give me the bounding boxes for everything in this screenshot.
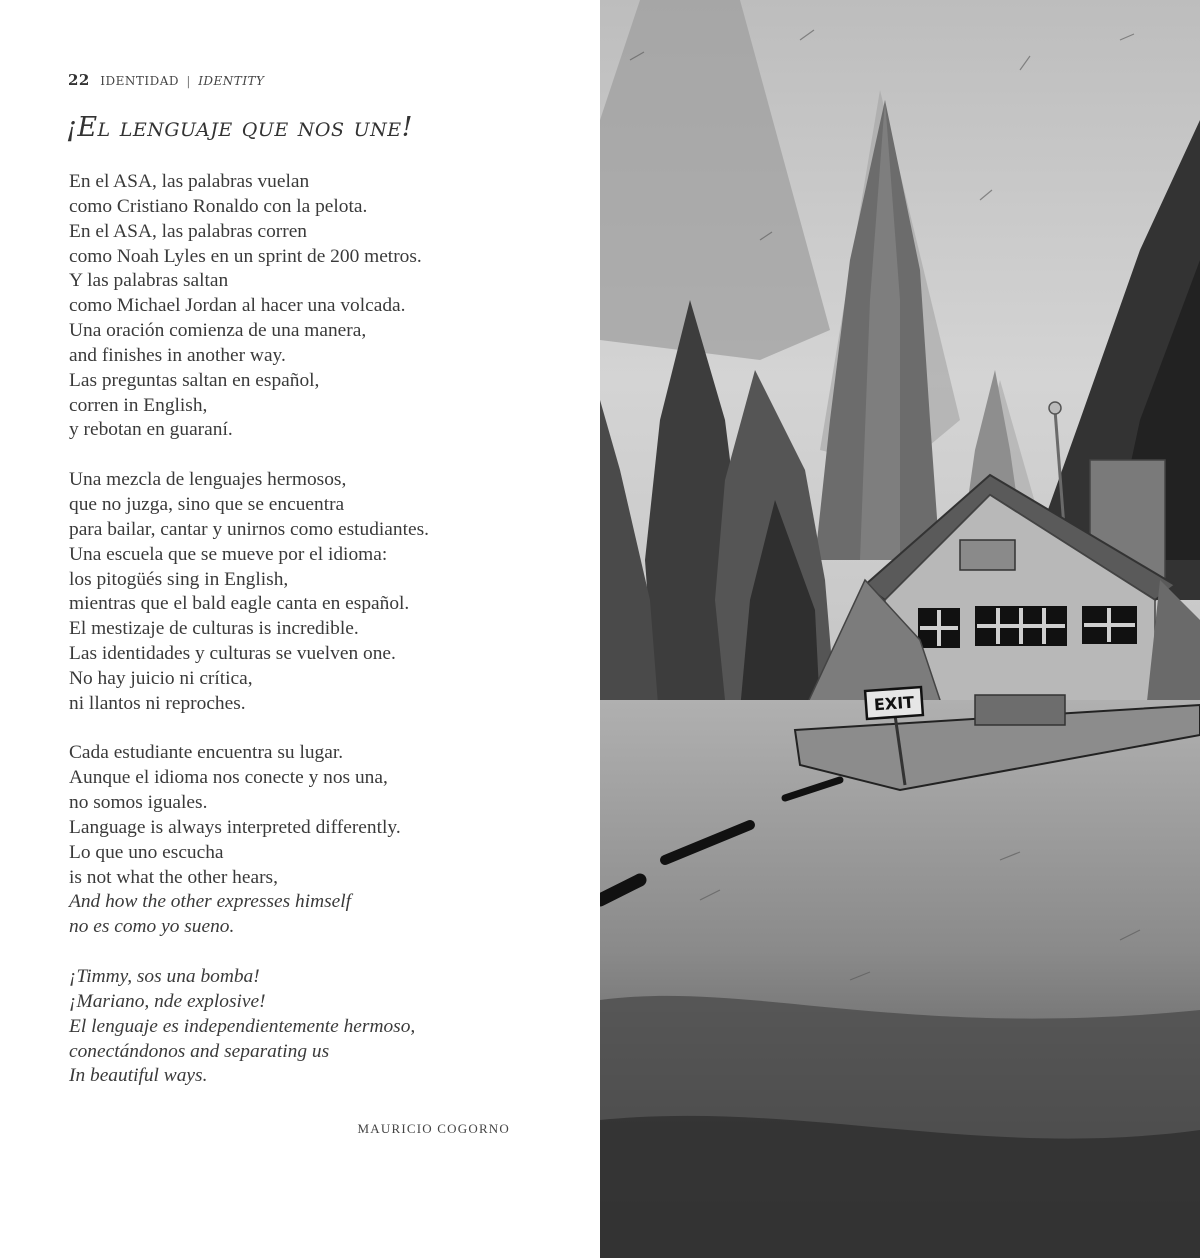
poem-line: ¡Mariano, nde explosive! (69, 990, 266, 1012)
poem-line: Lo que uno escucha (69, 841, 224, 863)
poem-stanza (69, 170, 589, 443)
poem-line: corren in English, (69, 394, 208, 416)
illustration-page (600, 0, 1200, 1258)
poem-line: is not what the other hears, (69, 866, 278, 888)
poem-line: Las preguntas saltan en español, (69, 369, 320, 391)
running-header (68, 71, 264, 89)
poem-line: Language is always interpreted differently. (69, 816, 401, 838)
poem-line: como Noah Lyles en un sprint de 200 metros. (69, 245, 422, 267)
house-sign-board (960, 540, 1015, 570)
poem-line: And how the other expresses himself (69, 891, 352, 913)
header-separator: | (186, 74, 191, 88)
exit-sign-text: EXIT (873, 692, 915, 715)
poem-line: En el ASA, las palabras corren (69, 220, 307, 242)
poem-line: como Cristiano Ronaldo con la pelota. (69, 195, 368, 217)
poem-line: No hay juicio ni crítica, (69, 667, 253, 689)
poem-author: MAURICIO COGORNO (357, 1121, 510, 1136)
poem-stanza (69, 468, 589, 716)
poem-line: Una mezcla de lenguajes hermosos, (69, 469, 347, 491)
poem-line: mientras que el bald eagle canta en español. (69, 593, 410, 615)
poem-line: Y las palabras saltan (69, 270, 229, 292)
poem-stanza (69, 741, 589, 940)
poem-title: ¡El lenguaje que nos une! (66, 112, 413, 143)
poem-line: para bailar, cantar y unirnos como estudiantes. (69, 518, 429, 540)
poem-line: y rebotan en guaraní. (69, 419, 233, 441)
poem-line: Una oración comienza de una manera, (69, 320, 367, 342)
poem-line: como Michael Jordan al hacer una volcada. (69, 295, 406, 317)
poem-line: Aunque el idioma nos conecte y nos una, (69, 767, 388, 789)
poem-line: El mestizaje de culturas is incredible. (69, 618, 359, 640)
poem-line: Cada estudiante encuentra su lugar. (69, 742, 344, 764)
poem-line: En el ASA, las palabras vuelan (69, 171, 310, 192)
poem-line: que no juzga, sino que se encuentra (69, 493, 345, 515)
poem-line: Las identidades y culturas se vuelven one. (69, 643, 396, 665)
poem-line: no somos iguales. (69, 792, 208, 814)
poem-stanza (69, 965, 589, 1089)
poem-line: no es como yo sueno. (69, 916, 235, 938)
planter-box (975, 695, 1065, 725)
poem-line: ni llantos ni reproches. (69, 692, 246, 714)
poem-line: In beautiful ways. (69, 1065, 208, 1087)
poem-line: conectándonos and separating us (69, 1040, 330, 1062)
section-title-en: IDENTITY (198, 74, 265, 88)
poem-line: ¡Timmy, sos una bomba! (69, 966, 260, 987)
forest-school-illustration (600, 0, 1200, 1258)
section-title-es: IDENTIDAD (100, 74, 179, 88)
poem-line: los pitogüés sing in English, (69, 568, 289, 590)
poem-line: Una escuela que se mueve por el idioma: (69, 543, 388, 565)
page-number: 22 (68, 71, 90, 89)
poem-line: El lenguaje es independientemente hermoso, (69, 1015, 416, 1037)
poem-body (69, 170, 589, 1114)
lamp-light (1049, 402, 1061, 414)
poem-line: and finishes in another way. (69, 344, 286, 366)
